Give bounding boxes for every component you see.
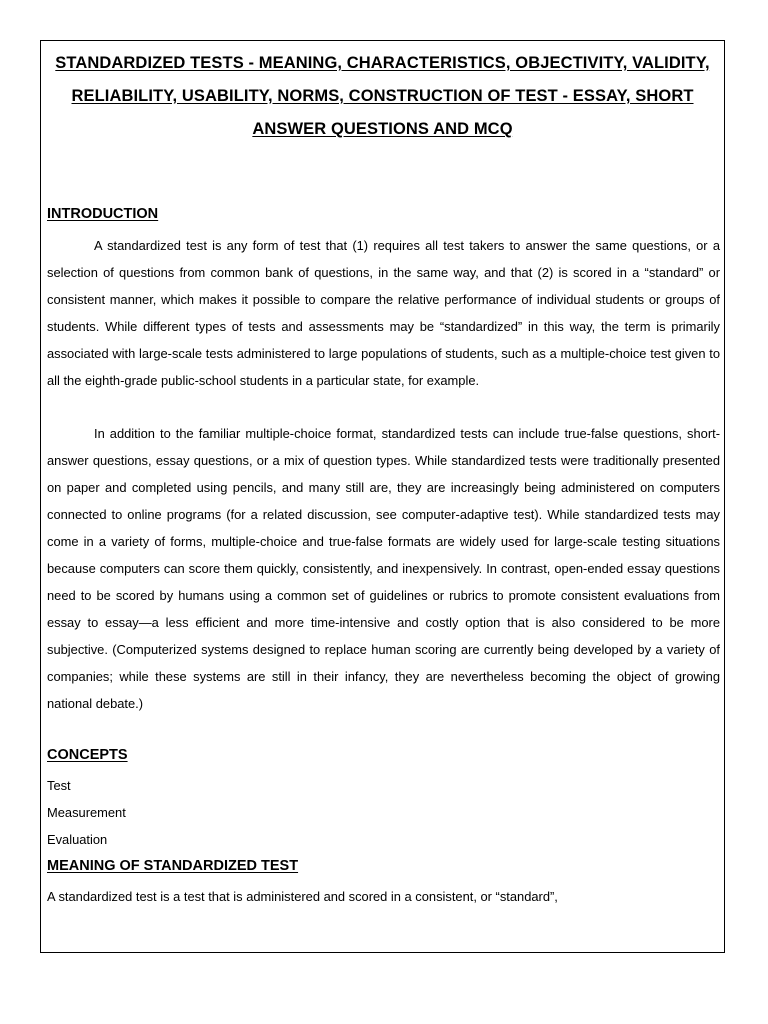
meaning-heading: MEANING OF STANDARDIZED TEST bbox=[47, 858, 299, 874]
introduction-heading: INTRODUCTION bbox=[47, 206, 159, 222]
title-line-2: RELIABILITY, USABILITY, NORMS, CONSTRUCTION OF TEST - ESSAY, SHORT bbox=[71, 87, 694, 105]
introduction-paragraph-2: In addition to the familiar multiple-choice format, standardized tests can include true-false questions, short-answer questions, essay questions, or a mix of question types. While standardized tests were traditionally presented on paper and completed using pencils, and many still are, they are increasingly being administered on computers connected to online programs (for a related discussion, see computer-adaptive test). While standardized tests may come in a variety of forms, multiple-choice and true-false formats are widely used for large-scale testing situations because computers can score them quickly, consistently, and inexpensively. In contrast, open-ended essay questions need to be scored by humans using a common set of guidelines or rubrics to promote consistent evaluations from essay to essay—a less efficient and more time-intensive and costly option that is also considered to be more subjective. (Computerized systems designed to replace human scoring are currently being developed by a variety of companies; while these systems are still in their infancy, they are nevertheless becoming the object of growing national debate.) bbox=[47, 426, 720, 711]
concept-item-measurement: Measurement bbox=[47, 805, 126, 820]
title-line-1: STANDARDIZED TESTS - MEANING, CHARACTERISTICS, OBJECTIVITY, VALIDITY, bbox=[55, 54, 710, 72]
concepts-heading: CONCEPTS bbox=[47, 747, 128, 763]
page-border bbox=[40, 40, 725, 953]
document-title bbox=[41, 47, 724, 146]
concept-item-evaluation: Evaluation bbox=[47, 832, 108, 847]
introduction-paragraph-1: A standardized test is any form of test that (1) requires all test takers to answer the same questions, or a selection of questions from common bank of questions, in the same way, and that (2) is scored in a “standard” or consistent manner, which makes it possible to compare the relative performance of individual students or groups of students. While different types of tests and assessments may be “standardized” in this way, the term is primarily associated with large-scale tests administered to large populations of students, such as a multiple-choice test given to all the eighth-grade public-school students in a particular state, for example. bbox=[47, 238, 720, 388]
title-line-3: ANSWER QUESTIONS AND MCQ bbox=[252, 120, 513, 138]
meaning-text: A standardized test is a test that is administered and scored in a consistent, or “standard”, bbox=[47, 889, 558, 904]
concept-item-test: Test bbox=[47, 778, 71, 793]
